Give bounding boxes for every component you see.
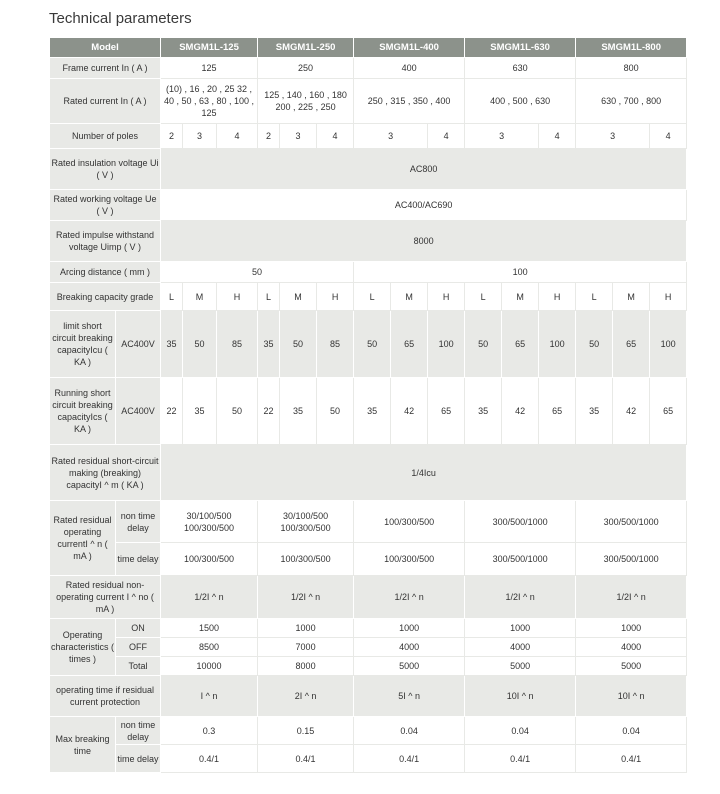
row-sublabel: ON <box>116 619 161 638</box>
table-cell: 3 <box>183 124 217 149</box>
table-cell: 4 <box>539 124 576 149</box>
table-cell: 1000 <box>576 619 687 638</box>
table-cell: 0.4/1 <box>161 745 258 773</box>
table-cell: 250 , 315 , 350 , 400 <box>354 79 465 124</box>
table-cell: M <box>613 283 650 311</box>
table-cell: 8500 <box>161 638 258 657</box>
table-cell: 0.4/1 <box>354 745 465 773</box>
row-sublabel: non time delay <box>116 717 161 745</box>
table-cell: 4 <box>317 124 354 149</box>
ics-row <box>50 378 687 445</box>
table-cell: 5000 <box>576 657 687 676</box>
table-cell: 1/2I ^ n <box>465 576 576 619</box>
table-cell: AC400/AC690 <box>161 190 687 221</box>
row-sublabel: AC400V <box>116 311 161 378</box>
table-cell: 4 <box>650 124 687 149</box>
table-cell: 65 <box>391 311 428 378</box>
table-cell: L <box>258 283 280 311</box>
table-cell: 50 <box>317 378 354 445</box>
page-title: Technical parameters <box>49 10 192 27</box>
table-cell: 300/500/1000 <box>465 543 576 576</box>
row-label: Frame current In ( A ) <box>50 58 161 79</box>
table-cell: 50 <box>576 311 613 378</box>
table-cell: 125 <box>161 58 258 79</box>
table-cell: 65 <box>502 311 539 378</box>
table-cell: 35 <box>161 311 183 378</box>
table-cell: 50 <box>465 311 502 378</box>
row-label: operating time if residual current protection <box>50 676 161 717</box>
table-cell: 0.4/1 <box>576 745 687 773</box>
poles-row <box>50 124 687 149</box>
table-cell: 100/300/500 <box>354 543 465 576</box>
table-cell: 50 <box>280 311 317 378</box>
table-cell: 1/2I ^ n <box>258 576 354 619</box>
table-cell: L <box>161 283 183 311</box>
header-smgm1l-630: SMGM1L-630 <box>465 38 576 58</box>
table-cell: H <box>217 283 258 311</box>
operating-total-row <box>50 657 687 676</box>
table-cell: 800 <box>576 58 687 79</box>
table-cell: 50 <box>354 311 391 378</box>
rated-current-row <box>50 79 687 124</box>
header-smgm1l-250: SMGM1L-250 <box>258 38 354 58</box>
row-label: Rated working voltage Ue ( V ) <box>50 190 161 221</box>
row-label: Number of poles <box>50 124 161 149</box>
table-cell: 1/2I ^ n <box>354 576 465 619</box>
table-cell: 300/500/1000 <box>576 501 687 543</box>
table-cell: 1/2I ^ n <box>161 576 258 619</box>
table-cell: H <box>539 283 576 311</box>
row-label: Rated residual non-operating current I ^ no ( mA ) <box>50 576 161 619</box>
table-cell: 1000 <box>258 619 354 638</box>
table-cell: 4 <box>217 124 258 149</box>
row-label: Arcing distance ( mm ) <box>50 262 161 283</box>
residual-current-td-row <box>50 543 687 576</box>
table-cell: 100/300/500 <box>161 543 258 576</box>
row-label: Running short circuit breaking capacityIcs ( KA ) <box>50 378 116 445</box>
insulation-voltage-row <box>50 149 687 190</box>
table-cell: 250 <box>258 58 354 79</box>
table-cell: 0.04 <box>465 717 576 745</box>
residual-current-ntd-row <box>50 501 687 543</box>
table-cell: 1/2I ^ n <box>576 576 687 619</box>
table-cell: 3 <box>576 124 650 149</box>
row-label: Operating characteristics ( times ) <box>50 619 116 676</box>
table-cell: 8000 <box>258 657 354 676</box>
header-model: Model <box>50 38 161 58</box>
table-cell: 35 <box>258 311 280 378</box>
table-cell: 42 <box>391 378 428 445</box>
residual-making-row <box>50 445 687 501</box>
table-cell: 2 <box>258 124 280 149</box>
table-cell: 5I ^ n <box>354 676 465 717</box>
table-cell: 65 <box>428 378 465 445</box>
table-cell: 42 <box>502 378 539 445</box>
table-cell: 0.4/1 <box>465 745 576 773</box>
icu-row <box>50 311 687 378</box>
table-cell: 22 <box>258 378 280 445</box>
table-cell: 100 <box>539 311 576 378</box>
table-cell: M <box>183 283 217 311</box>
header-row <box>50 38 687 58</box>
max-break-td-row <box>50 745 687 773</box>
table-cell: 85 <box>317 311 354 378</box>
row-label: Rated residual operating currentI ^ n ( mA ) <box>50 501 116 576</box>
table-cell: 4000 <box>576 638 687 657</box>
frame-current-row <box>50 58 687 79</box>
table-cell: M <box>280 283 317 311</box>
table-cell: 65 <box>650 378 687 445</box>
working-voltage-row <box>50 190 687 221</box>
table-cell: 35 <box>354 378 391 445</box>
table-cell: 100/300/500 <box>354 501 465 543</box>
row-label: Rated residual short-circuit making (breaking) capacityI ^ m ( KA ) <box>50 445 161 501</box>
table-cell: 100/300/500 <box>258 543 354 576</box>
row-sublabel: Total <box>116 657 161 676</box>
table-cell: 100 <box>354 262 687 283</box>
row-label: Breaking capacity grade <box>50 283 161 311</box>
table-cell: 125 , 140 , 160 , 180 200 , 225 , 250 <box>258 79 354 124</box>
table-cell: 3 <box>280 124 317 149</box>
table-cell: I ^ n <box>161 676 258 717</box>
impulse-voltage-row <box>50 221 687 262</box>
table-cell: 0.15 <box>258 717 354 745</box>
table-cell: 7000 <box>258 638 354 657</box>
arcing-distance-row <box>50 262 687 283</box>
technical-parameters-table <box>49 37 687 773</box>
table-cell: H <box>650 283 687 311</box>
table-cell: 1000 <box>465 619 576 638</box>
table-cell: 2 <box>161 124 183 149</box>
table-cell: 30/100/500 100/300/500 <box>258 501 354 543</box>
table-cell: 4 <box>428 124 465 149</box>
table-cell: 100 <box>650 311 687 378</box>
operating-time-row <box>50 676 687 717</box>
table-cell: 35 <box>183 378 217 445</box>
breaking-grade-row <box>50 283 687 311</box>
table-cell: 300/500/1000 <box>465 501 576 543</box>
table-cell: AC800 <box>161 149 687 190</box>
table-cell: 3 <box>465 124 539 149</box>
operating-off-row <box>50 638 687 657</box>
table-cell: 630 , 700 , 800 <box>576 79 687 124</box>
table-cell: 0.3 <box>161 717 258 745</box>
table-cell: 85 <box>217 311 258 378</box>
table-cell: H <box>317 283 354 311</box>
table-cell: 1/4Icu <box>161 445 687 501</box>
table-cell: 400 <box>354 58 465 79</box>
table-cell: 65 <box>539 378 576 445</box>
table-cell: 50 <box>217 378 258 445</box>
table-cell: L <box>354 283 391 311</box>
table-cell: 35 <box>280 378 317 445</box>
table-cell: M <box>502 283 539 311</box>
table-cell: 1500 <box>161 619 258 638</box>
table-cell: 50 <box>161 262 354 283</box>
row-label: Rated current In ( A ) <box>50 79 161 124</box>
table-cell: 65 <box>613 311 650 378</box>
header-smgm1l-125: SMGM1L-125 <box>161 38 258 58</box>
table-cell: 5000 <box>354 657 465 676</box>
row-sublabel: non time delay <box>116 501 161 543</box>
row-label: Rated impulse withstand voltage Uimp ( V ) <box>50 221 161 262</box>
table-cell: 42 <box>613 378 650 445</box>
table-cell: 0.4/1 <box>258 745 354 773</box>
table-cell: 100 <box>428 311 465 378</box>
table-cell: 3 <box>354 124 428 149</box>
table-cell: 0.04 <box>576 717 687 745</box>
header-smgm1l-800: SMGM1L-800 <box>576 38 687 58</box>
table-cell: 10I ^ n <box>465 676 576 717</box>
max-break-ntd-row <box>50 717 687 745</box>
table-cell: 50 <box>183 311 217 378</box>
table-cell: 400 , 500 , 630 <box>465 79 576 124</box>
table-cell: 35 <box>576 378 613 445</box>
table-cell: 4000 <box>465 638 576 657</box>
table-cell: 5000 <box>465 657 576 676</box>
table-cell: (10) , 16 , 20 , 25 32 , 40 , 50 , 63 , 80 , 100 , 125 <box>161 79 258 124</box>
row-label: limit short circuit breaking capacityIcu ( KA ) <box>50 311 116 378</box>
table-cell: 630 <box>465 58 576 79</box>
table-cell: 300/500/1000 <box>576 543 687 576</box>
row-sublabel: time delay <box>116 543 161 576</box>
table-cell: 1000 <box>354 619 465 638</box>
table-cell: L <box>465 283 502 311</box>
table-cell: 0.04 <box>354 717 465 745</box>
header-smgm1l-400: SMGM1L-400 <box>354 38 465 58</box>
table-cell: 30/100/500 100/300/500 <box>161 501 258 543</box>
row-label: Rated insulation voltage Ui ( V ) <box>50 149 161 190</box>
table-cell: H <box>428 283 465 311</box>
table-cell: 4000 <box>354 638 465 657</box>
table-cell: 8000 <box>161 221 687 262</box>
row-label: Max breaking time <box>50 717 116 773</box>
table-cell: L <box>576 283 613 311</box>
non-operating-row <box>50 576 687 619</box>
row-sublabel: AC400V <box>116 378 161 445</box>
table-cell: 10000 <box>161 657 258 676</box>
table-cell: M <box>391 283 428 311</box>
table-cell: 35 <box>465 378 502 445</box>
table-cell: 22 <box>161 378 183 445</box>
table-cell: 2I ^ n <box>258 676 354 717</box>
table-cell: 10I ^ n <box>576 676 687 717</box>
operating-on-row <box>50 619 687 638</box>
row-sublabel: OFF <box>116 638 161 657</box>
row-sublabel: time delay <box>116 745 161 773</box>
